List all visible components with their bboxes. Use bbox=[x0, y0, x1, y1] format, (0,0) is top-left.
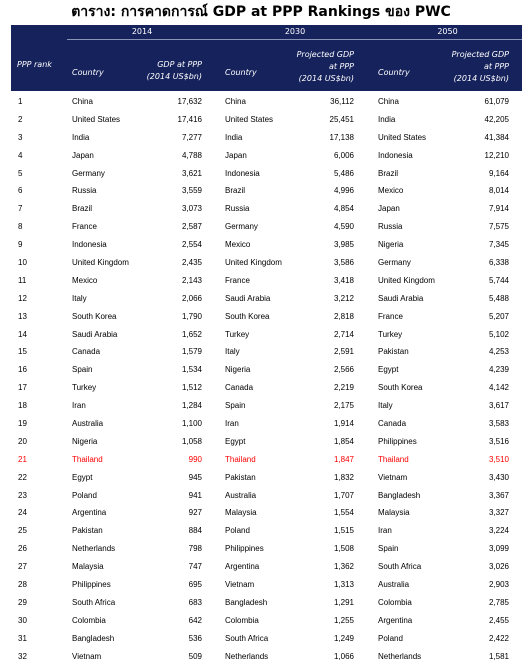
table-row bbox=[11, 129, 522, 147]
country-2050-cell: Vietnam bbox=[378, 472, 408, 482]
country-2030-cell: Canada bbox=[225, 383, 254, 393]
country-2030-cell: Nigeria bbox=[225, 365, 251, 375]
rank-cell: 21 bbox=[18, 454, 27, 464]
gdp-2030-cell: 2,591 bbox=[333, 347, 354, 357]
country-2050-cell: Russia bbox=[378, 222, 403, 232]
country-2030-cell: Philippines bbox=[225, 544, 264, 554]
country-2030-cell: Japan bbox=[225, 150, 247, 160]
gdp-2030-cell: 1,854 bbox=[333, 436, 354, 446]
header-year-2014: 2014 bbox=[131, 27, 153, 36]
country-2050-cell: Turkey bbox=[378, 329, 403, 339]
gdp-2014-cell: 509 bbox=[188, 651, 202, 661]
rank-cell: 27 bbox=[18, 562, 27, 572]
header-gdp-2014-line1: GDP at PPP bbox=[157, 60, 202, 69]
table-row bbox=[11, 379, 522, 397]
gdp-2014-cell: 3,073 bbox=[181, 204, 202, 214]
country-2050-cell: Iran bbox=[378, 526, 392, 536]
gdp-2030-cell: 25,451 bbox=[329, 114, 354, 124]
country-2050-cell: Saudi Arabia bbox=[378, 293, 424, 303]
rank-cell: 4 bbox=[18, 150, 23, 160]
gdp-2030-cell: 1,508 bbox=[333, 544, 354, 554]
country-2030-cell: France bbox=[225, 275, 250, 285]
header-country-2030: Country bbox=[225, 68, 257, 77]
rank-cell: 1 bbox=[18, 97, 23, 106]
gdp-2050-cell: 3,099 bbox=[488, 544, 509, 554]
rank-cell: 24 bbox=[18, 508, 27, 518]
gdp-2050-cell: 5,488 bbox=[488, 293, 509, 303]
country-2030-cell: Russia bbox=[225, 204, 250, 214]
gdp-2030-cell: 1,832 bbox=[333, 472, 354, 482]
header-year-2050: 2050 bbox=[437, 27, 458, 36]
gdp-2030-cell: 4,590 bbox=[333, 222, 354, 232]
country-2014-cell: Canada bbox=[72, 347, 101, 357]
country-2030-cell: Vietnam bbox=[225, 580, 255, 590]
header-year-2030: 2030 bbox=[284, 27, 306, 36]
gdp-2014-cell: 1,790 bbox=[181, 311, 202, 321]
gdp-2030-cell: 3,418 bbox=[333, 275, 354, 285]
country-2014-cell: Thailand bbox=[72, 454, 103, 464]
country-2030-cell: Mexico bbox=[225, 240, 251, 250]
rank-cell: 31 bbox=[18, 633, 27, 643]
country-2050-cell: Philippines bbox=[378, 436, 417, 446]
gdp-2014-cell: 4,788 bbox=[181, 150, 202, 160]
gdp-2014-cell: 798 bbox=[188, 544, 202, 554]
table-row bbox=[11, 433, 522, 451]
table-row bbox=[11, 612, 522, 630]
country-2014-cell: Turkey bbox=[72, 383, 97, 393]
gdp-2030-cell: 4,854 bbox=[333, 204, 354, 214]
gdp-2030-cell: 1,313 bbox=[333, 580, 354, 590]
gdp-2014-cell: 17,632 bbox=[177, 97, 202, 106]
country-2030-cell: Brazil bbox=[225, 186, 246, 196]
rank-cell: 11 bbox=[18, 275, 27, 285]
country-2014-cell: Brazil bbox=[72, 204, 93, 214]
country-2014-cell: Iran bbox=[72, 401, 86, 411]
country-2030-cell: Colombia bbox=[225, 615, 259, 625]
gdp-2014-cell: 695 bbox=[188, 580, 202, 590]
country-2030-cell: Argentina bbox=[225, 562, 260, 572]
gdp-2014-cell: 3,559 bbox=[181, 186, 202, 196]
table-row bbox=[11, 630, 522, 648]
country-2014-cell: Saudi Arabia bbox=[72, 329, 118, 339]
gdp-2014-cell: 1,100 bbox=[181, 419, 202, 429]
country-2030-cell: China bbox=[225, 97, 246, 106]
country-2014-cell: Argentina bbox=[72, 508, 107, 518]
gdp-2050-cell: 4,253 bbox=[488, 347, 509, 357]
country-2030-cell: Turkey bbox=[225, 329, 250, 339]
gdp-2050-cell: 7,914 bbox=[488, 204, 509, 214]
rank-cell: 28 bbox=[18, 580, 27, 590]
table-row bbox=[11, 487, 522, 505]
rank-cell: 12 bbox=[18, 293, 27, 303]
country-2050-cell: Canada bbox=[378, 419, 407, 429]
gdp-2030-cell: 1,554 bbox=[333, 508, 354, 518]
country-2014-cell: Japan bbox=[72, 150, 94, 160]
gdp-2030-cell: 1,515 bbox=[333, 526, 354, 536]
table-header bbox=[11, 25, 522, 91]
header-projected-2050-line2: at PPP bbox=[483, 62, 509, 71]
country-2014-cell: Australia bbox=[72, 419, 104, 429]
country-2014-cell: Poland bbox=[72, 490, 97, 500]
rank-cell: 10 bbox=[18, 258, 27, 268]
gdp-2030-cell: 1,066 bbox=[333, 651, 354, 661]
table-row bbox=[11, 290, 522, 308]
gdp-2030-cell: 1,362 bbox=[333, 562, 354, 572]
country-2014-cell: China bbox=[72, 97, 93, 106]
gdp-2030-cell: 1,255 bbox=[333, 615, 354, 625]
rank-cell: 23 bbox=[18, 490, 27, 500]
gdp-2014-cell: 2,587 bbox=[181, 222, 202, 232]
gdp-2050-cell: 3,327 bbox=[488, 508, 509, 518]
rank-cell: 18 bbox=[18, 401, 27, 411]
country-2050-cell: Malaysia bbox=[378, 508, 410, 518]
country-2050-cell: Italy bbox=[378, 401, 393, 411]
gdp-2014-cell: 683 bbox=[188, 597, 202, 607]
country-2014-cell: Malaysia bbox=[72, 562, 104, 572]
rank-cell: 29 bbox=[18, 597, 27, 607]
gdp-2050-cell: 2,422 bbox=[488, 633, 509, 643]
country-2014-cell: France bbox=[72, 222, 97, 232]
gdp-2050-cell: 9,164 bbox=[488, 168, 509, 178]
country-2014-cell: Netherlands bbox=[72, 544, 116, 554]
gdp-2050-cell: 41,384 bbox=[484, 132, 509, 142]
gdp-2030-cell: 1,291 bbox=[333, 597, 354, 607]
table-row bbox=[11, 576, 522, 594]
gdp-2014-cell: 945 bbox=[188, 472, 202, 482]
rank-cell: 32 bbox=[18, 651, 27, 661]
gdp-2050-cell: 2,455 bbox=[488, 615, 509, 625]
gdp-2014-cell: 3,621 bbox=[181, 168, 202, 178]
table-row bbox=[11, 182, 522, 200]
gdp-2050-cell: 12,210 bbox=[484, 150, 509, 160]
header-ppp-rank: PPP rank bbox=[17, 60, 52, 69]
gdp-2030-cell: 6,006 bbox=[333, 150, 354, 160]
country-2014-cell: Colombia bbox=[72, 615, 106, 625]
table-title: ตาราง: การคาดการณ์ GDP at PPP Rankings ของ PWC bbox=[71, 4, 451, 20]
gdp-2030-cell: 36,112 bbox=[330, 97, 354, 106]
country-2030-cell: Australia bbox=[225, 490, 257, 500]
gdp-2050-cell: 8,014 bbox=[488, 186, 509, 196]
gdp-2030-cell: 4,996 bbox=[333, 186, 354, 196]
gdp-2014-cell: 884 bbox=[188, 526, 202, 536]
table-row bbox=[11, 93, 522, 111]
table-row bbox=[11, 504, 522, 522]
country-2030-cell: South Korea bbox=[225, 311, 270, 321]
rank-cell: 6 bbox=[18, 186, 23, 196]
table-row bbox=[11, 165, 522, 183]
gdp-2014-cell: 1,512 bbox=[181, 383, 202, 393]
rank-cell: 15 bbox=[18, 347, 27, 357]
gdp-2050-cell: 7,345 bbox=[488, 240, 509, 250]
table-row-highlighted bbox=[11, 451, 522, 469]
gdp-2050-cell: 6,338 bbox=[488, 258, 509, 268]
country-2030-cell: Egypt bbox=[225, 436, 246, 446]
country-2014-cell: United States bbox=[72, 114, 121, 124]
gdp-2014-cell: 1,534 bbox=[181, 365, 202, 375]
rank-cell: 5 bbox=[18, 168, 23, 178]
country-2030-cell: India bbox=[225, 132, 243, 142]
header-gdp-2014 bbox=[147, 59, 202, 83]
rank-cell: 2 bbox=[18, 114, 23, 124]
country-2050-cell: South Korea bbox=[378, 383, 423, 393]
rank-cell: 3 bbox=[18, 132, 23, 142]
table-row bbox=[11, 218, 522, 236]
country-2050-cell: Netherlands bbox=[378, 651, 422, 661]
gdp-2050-cell: 5,744 bbox=[488, 275, 509, 285]
table-row bbox=[11, 272, 522, 290]
country-2050-cell: Brazil bbox=[378, 168, 399, 178]
gdp-2014-cell: 17,416 bbox=[177, 114, 202, 124]
gdp-ranking-table bbox=[11, 25, 522, 666]
header-projected-2050-line1: Projected GDP bbox=[451, 50, 509, 59]
gdp-2050-cell: 3,430 bbox=[488, 472, 509, 482]
country-2014-cell: Mexico bbox=[72, 275, 98, 285]
country-2030-cell: Poland bbox=[225, 526, 250, 536]
header-country-2050: Country bbox=[378, 68, 410, 77]
country-2014-cell: Bangladesh bbox=[72, 633, 115, 643]
gdp-2030-cell: 3,586 bbox=[333, 258, 354, 268]
table-row bbox=[11, 111, 522, 129]
gdp-2014-cell: 941 bbox=[188, 490, 202, 500]
gdp-2014-cell: 536 bbox=[188, 633, 202, 643]
table-row bbox=[11, 147, 522, 165]
rank-cell: 17 bbox=[18, 383, 27, 393]
rank-cell: 8 bbox=[18, 222, 23, 232]
country-2014-cell: Italy bbox=[72, 293, 87, 303]
gdp-2050-cell: 5,102 bbox=[488, 329, 509, 339]
table-row bbox=[11, 200, 522, 218]
gdp-2030-cell: 3,985 bbox=[333, 240, 354, 250]
table-row bbox=[11, 361, 522, 379]
gdp-2050-cell: 3,367 bbox=[488, 490, 509, 500]
country-2030-cell: Netherlands bbox=[225, 651, 269, 661]
country-2050-cell: France bbox=[378, 311, 403, 321]
country-2030-cell: United Kingdom bbox=[225, 258, 282, 268]
gdp-2050-cell: 2,903 bbox=[488, 580, 509, 590]
country-2050-cell: Argentina bbox=[378, 615, 413, 625]
rank-cell: 14 bbox=[18, 329, 27, 339]
country-2050-cell: Nigeria bbox=[378, 240, 404, 250]
gdp-2050-cell: 3,617 bbox=[488, 401, 509, 411]
country-2050-cell: Spain bbox=[378, 544, 399, 554]
gdp-2014-cell: 642 bbox=[188, 615, 202, 625]
country-2030-cell: Thailand bbox=[225, 454, 256, 464]
header-gdp-2014-line2: (2014 US$bn) bbox=[146, 72, 202, 81]
gdp-2050-cell: 3,516 bbox=[488, 436, 509, 446]
country-2014-cell: Russia bbox=[72, 186, 97, 196]
gdp-2030-cell: 2,175 bbox=[333, 401, 354, 411]
gdp-2030-cell: 2,714 bbox=[333, 329, 354, 339]
gdp-2014-cell: 747 bbox=[188, 562, 202, 572]
country-2050-cell: Poland bbox=[378, 633, 403, 643]
table-row bbox=[11, 540, 522, 558]
country-2030-cell: Malaysia bbox=[225, 508, 257, 518]
country-2014-cell: Pakistan bbox=[72, 526, 103, 536]
country-2014-cell: Vietnam bbox=[72, 651, 102, 661]
country-2030-cell: Pakistan bbox=[225, 472, 256, 482]
table-body bbox=[11, 93, 522, 666]
country-2030-cell: United States bbox=[225, 114, 274, 124]
rank-cell: 20 bbox=[18, 436, 27, 446]
rank-cell: 7 bbox=[18, 204, 23, 214]
header-projected-2030-line1: Projected GDP bbox=[296, 50, 354, 59]
gdp-2050-cell: 5,207 bbox=[488, 311, 509, 321]
table-row bbox=[11, 522, 522, 540]
country-2014-cell: Philippines bbox=[72, 580, 111, 590]
table-row bbox=[11, 254, 522, 272]
country-2050-cell: Egypt bbox=[378, 365, 399, 375]
gdp-2014-cell: 2,554 bbox=[181, 240, 202, 250]
rank-cell: 22 bbox=[18, 472, 27, 482]
gdp-2050-cell: 3,224 bbox=[488, 526, 509, 536]
country-2050-cell: Colombia bbox=[378, 597, 412, 607]
gdp-2014-cell: 1,058 bbox=[181, 436, 202, 446]
country-2014-cell: Indonesia bbox=[72, 240, 107, 250]
table-row bbox=[11, 397, 522, 415]
table-row bbox=[11, 558, 522, 576]
country-2014-cell: South Korea bbox=[72, 311, 117, 321]
gdp-2050-cell: 61,079 bbox=[484, 97, 509, 106]
country-2050-cell: Japan bbox=[378, 204, 400, 214]
gdp-2050-cell: 2,785 bbox=[488, 597, 509, 607]
country-2014-cell: United Kingdom bbox=[72, 258, 129, 268]
country-2014-cell: India bbox=[72, 132, 90, 142]
gdp-2030-cell: 1,847 bbox=[333, 454, 354, 464]
table-row bbox=[11, 594, 522, 612]
gdp-2030-cell: 17,138 bbox=[329, 132, 354, 142]
country-2050-cell: United States bbox=[378, 132, 427, 142]
table-row bbox=[11, 236, 522, 254]
gdp-2030-cell: 1,914 bbox=[333, 419, 354, 429]
country-2030-cell: Indonesia bbox=[225, 168, 260, 178]
header-projected-2030-line3: (2014 US$bn) bbox=[298, 74, 354, 83]
gdp-2014-cell: 927 bbox=[188, 508, 202, 518]
country-2030-cell: Bangladesh bbox=[225, 597, 268, 607]
rank-cell: 9 bbox=[18, 240, 23, 250]
gdp-2050-cell: 7,575 bbox=[488, 222, 509, 232]
country-2030-cell: South Africa bbox=[225, 633, 269, 643]
country-2014-cell: Egypt bbox=[72, 472, 93, 482]
country-2014-cell: Germany bbox=[72, 168, 105, 178]
gdp-2050-cell: 3,026 bbox=[488, 562, 509, 572]
gdp-2030-cell: 3,212 bbox=[333, 293, 354, 303]
table-row bbox=[11, 308, 522, 326]
rank-cell: 30 bbox=[18, 615, 27, 625]
rank-cell: 13 bbox=[18, 311, 27, 321]
country-2030-cell: Iran bbox=[225, 419, 239, 429]
rank-cell: 19 bbox=[18, 419, 27, 429]
header-projected-2050-line3: (2014 US$bn) bbox=[453, 74, 509, 83]
gdp-2050-cell: 3,583 bbox=[488, 419, 509, 429]
country-2050-cell: Australia bbox=[378, 580, 410, 590]
gdp-2014-cell: 1,652 bbox=[181, 329, 202, 339]
gdp-2030-cell: 2,566 bbox=[333, 365, 354, 375]
gdp-2030-cell: 5,486 bbox=[333, 168, 354, 178]
table-row bbox=[11, 343, 522, 361]
country-2050-cell: India bbox=[378, 114, 396, 124]
gdp-2014-cell: 1,579 bbox=[181, 347, 202, 357]
header-year-divider bbox=[67, 39, 522, 40]
header-projected-2050 bbox=[452, 49, 509, 85]
gdp-2030-cell: 2,219 bbox=[333, 383, 354, 393]
gdp-2030-cell: 1,707 bbox=[333, 490, 354, 500]
country-2030-cell: Spain bbox=[225, 401, 246, 411]
country-2030-cell: Italy bbox=[225, 347, 240, 357]
gdp-2014-cell: 2,435 bbox=[181, 258, 202, 268]
country-2014-cell: Spain bbox=[72, 365, 93, 375]
country-2050-cell: Indonesia bbox=[378, 150, 413, 160]
country-2030-cell: Saudi Arabia bbox=[225, 293, 271, 303]
country-2050-cell: China bbox=[378, 97, 399, 106]
gdp-2014-cell: 990 bbox=[188, 454, 202, 464]
header-country-2014: Country bbox=[72, 68, 104, 77]
gdp-2014-cell: 7,277 bbox=[181, 132, 202, 142]
country-2050-cell: South Africa bbox=[378, 562, 422, 572]
country-2050-cell: United Kingdom bbox=[378, 275, 435, 285]
table-row bbox=[11, 415, 522, 433]
gdp-2030-cell: 1,249 bbox=[333, 633, 354, 643]
header-projected-2030 bbox=[297, 49, 354, 85]
rank-cell: 25 bbox=[18, 526, 27, 536]
table-row bbox=[11, 648, 522, 666]
table-row bbox=[11, 469, 522, 487]
gdp-2050-cell: 4,239 bbox=[488, 365, 509, 375]
gdp-2050-cell: 3,510 bbox=[488, 454, 509, 464]
gdp-2050-cell: 1,581 bbox=[488, 651, 509, 661]
gdp-2050-cell: 4,142 bbox=[488, 383, 509, 393]
country-2014-cell: South Africa bbox=[72, 597, 116, 607]
gdp-2030-cell: 2,818 bbox=[333, 311, 354, 321]
country-2050-cell: Germany bbox=[378, 258, 411, 268]
rank-cell: 26 bbox=[18, 544, 27, 554]
header-projected-2030-line2: at PPP bbox=[328, 62, 354, 71]
gdp-2014-cell: 2,066 bbox=[181, 293, 202, 303]
country-2030-cell: Germany bbox=[225, 222, 258, 232]
gdp-2014-cell: 2,143 bbox=[181, 275, 202, 285]
gdp-2050-cell: 42,205 bbox=[484, 114, 509, 124]
table-row bbox=[11, 326, 522, 344]
country-2050-cell: Bangladesh bbox=[378, 490, 421, 500]
rank-cell: 16 bbox=[18, 365, 27, 375]
gdp-2014-cell: 1,284 bbox=[181, 401, 202, 411]
country-2014-cell: Nigeria bbox=[72, 436, 98, 446]
country-2050-cell: Pakistan bbox=[378, 347, 409, 357]
country-2050-cell: Thailand bbox=[378, 454, 409, 464]
country-2050-cell: Mexico bbox=[378, 186, 404, 196]
